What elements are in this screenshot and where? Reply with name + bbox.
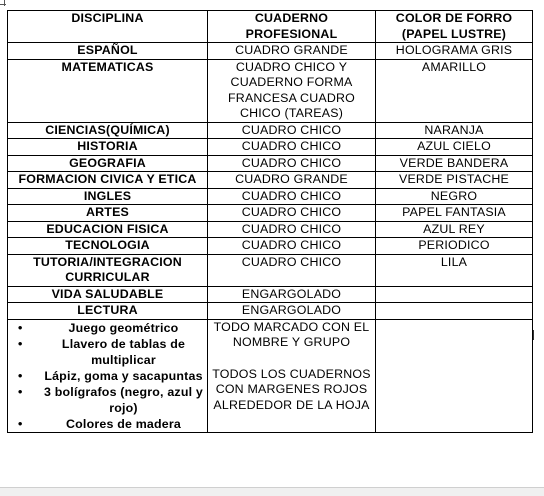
- notebook-cell: CUADRO CHICO: [208, 205, 376, 222]
- table-row: [8, 43, 533, 60]
- subject-cell: ARTES: [8, 205, 208, 222]
- table-row: [8, 303, 533, 320]
- list-item: • Lápiz, goma y sacapuntas: [32, 368, 205, 384]
- table-row: [8, 188, 533, 205]
- table-row: [8, 221, 533, 238]
- subject-cell: MATEMATICAS: [8, 59, 208, 122]
- extras-cell: [8, 319, 208, 432]
- notebook-cell: CUADRO CHICO: [208, 221, 376, 238]
- color-cell: AZUL CIELO: [376, 139, 533, 156]
- table-row: [8, 155, 533, 172]
- table-row: [8, 286, 533, 303]
- subject-cell: FORMACION CIVICA Y ETICA: [8, 172, 208, 189]
- color-cell: [376, 286, 533, 303]
- color-cell: NARANJA: [376, 122, 533, 139]
- note-margins: TODOS LOS CUADERNOS CON MARGENES ROJOS ALREDEDOR DE LA HOJA: [212, 366, 371, 412]
- notebook-cell: CUADRO CHICO: [208, 139, 376, 156]
- table-row: [8, 205, 533, 222]
- subject-cell: ESPAÑOL: [8, 43, 208, 60]
- list-item: • Juego geométrico: [32, 320, 205, 336]
- margin-mark: [0, 4, 6, 5]
- subject-cell: INGLES: [8, 188, 208, 205]
- text-cursor-mark: [533, 330, 534, 340]
- color-cell: PAPEL FANTASIA: [376, 205, 533, 222]
- header-cover-color: COLOR DE FORRO (PAPEL LUSTRE): [376, 11, 533, 43]
- subject-cell: VIDA SALUDABLE: [8, 286, 208, 303]
- color-cell: PERIODICO: [376, 238, 533, 255]
- table-header-row: [8, 11, 533, 43]
- subject-cell: LECTURA: [8, 303, 208, 320]
- subject-cell: TUTORIA/INTEGRACION CURRICULAR: [8, 254, 208, 286]
- subject-cell: EDUCACION FISICA: [8, 221, 208, 238]
- notebook-cell: CUADRO CHICO: [208, 238, 376, 255]
- note-spacer: [210, 351, 373, 367]
- notebook-cell: CUADRO CHICO: [208, 155, 376, 172]
- notebook-cell: CUADRO CHICO: [208, 254, 376, 286]
- color-cell: [376, 303, 533, 320]
- subject-cell: TECNOLOGIA: [8, 238, 208, 255]
- table-row: [8, 59, 533, 122]
- list-item: • Llavero de tablas de multiplicar: [32, 336, 205, 368]
- extras-list: [10, 320, 205, 432]
- notebook-cell: CUADRO GRANDE: [208, 172, 376, 189]
- list-item: • Colores de madera: [32, 416, 205, 432]
- school-supplies-table: [7, 10, 533, 433]
- subject-cell: CIENCIAS(QUÍMICA): [8, 122, 208, 139]
- notebook-cell: CUADRO CHICO: [208, 122, 376, 139]
- empty-cell: [376, 319, 533, 432]
- notebook-cell: CUADRO CHICO: [208, 188, 376, 205]
- header-discipline: DISCIPLINA: [8, 11, 208, 43]
- table-row: [8, 172, 533, 189]
- list-item: • 3 bolígrafos (negro, azul y rojo): [32, 384, 205, 416]
- color-cell: AMARILLO: [376, 59, 533, 122]
- color-cell: NEGRO: [376, 188, 533, 205]
- subject-cell: GEOGRAFIA: [8, 155, 208, 172]
- notebook-cell: ENGARGOLADO: [208, 286, 376, 303]
- color-cell: VERDE PISTACHE: [376, 172, 533, 189]
- notebook-cell: CUADRO GRANDE: [208, 43, 376, 60]
- header-notebook: CUADERNO PROFESIONAL: [208, 11, 376, 43]
- table-row: [8, 122, 533, 139]
- table-row: [8, 238, 533, 255]
- notebook-cell: ENGARGOLADO: [208, 303, 376, 320]
- color-cell: VERDE BANDERA: [376, 155, 533, 172]
- notebook-cell: CUADRO CHICO Y CUADERNO FORMA FRANCESA CUADRO CHICO (TAREAS): [208, 59, 376, 122]
- color-cell: AZUL REY: [376, 221, 533, 238]
- color-cell: HOLOGRAMA GRIS: [376, 43, 533, 60]
- subject-cell: HISTORIA: [8, 139, 208, 156]
- table-row: [8, 254, 533, 286]
- color-cell: LILA: [376, 254, 533, 286]
- extras-row: [8, 319, 533, 432]
- table-row: [8, 139, 533, 156]
- margin-mark: [4, 0, 5, 6]
- note-label-name: TODO MARCADO CON EL NOMBRE Y GRUPO: [213, 319, 370, 349]
- notes-cell: [208, 319, 376, 432]
